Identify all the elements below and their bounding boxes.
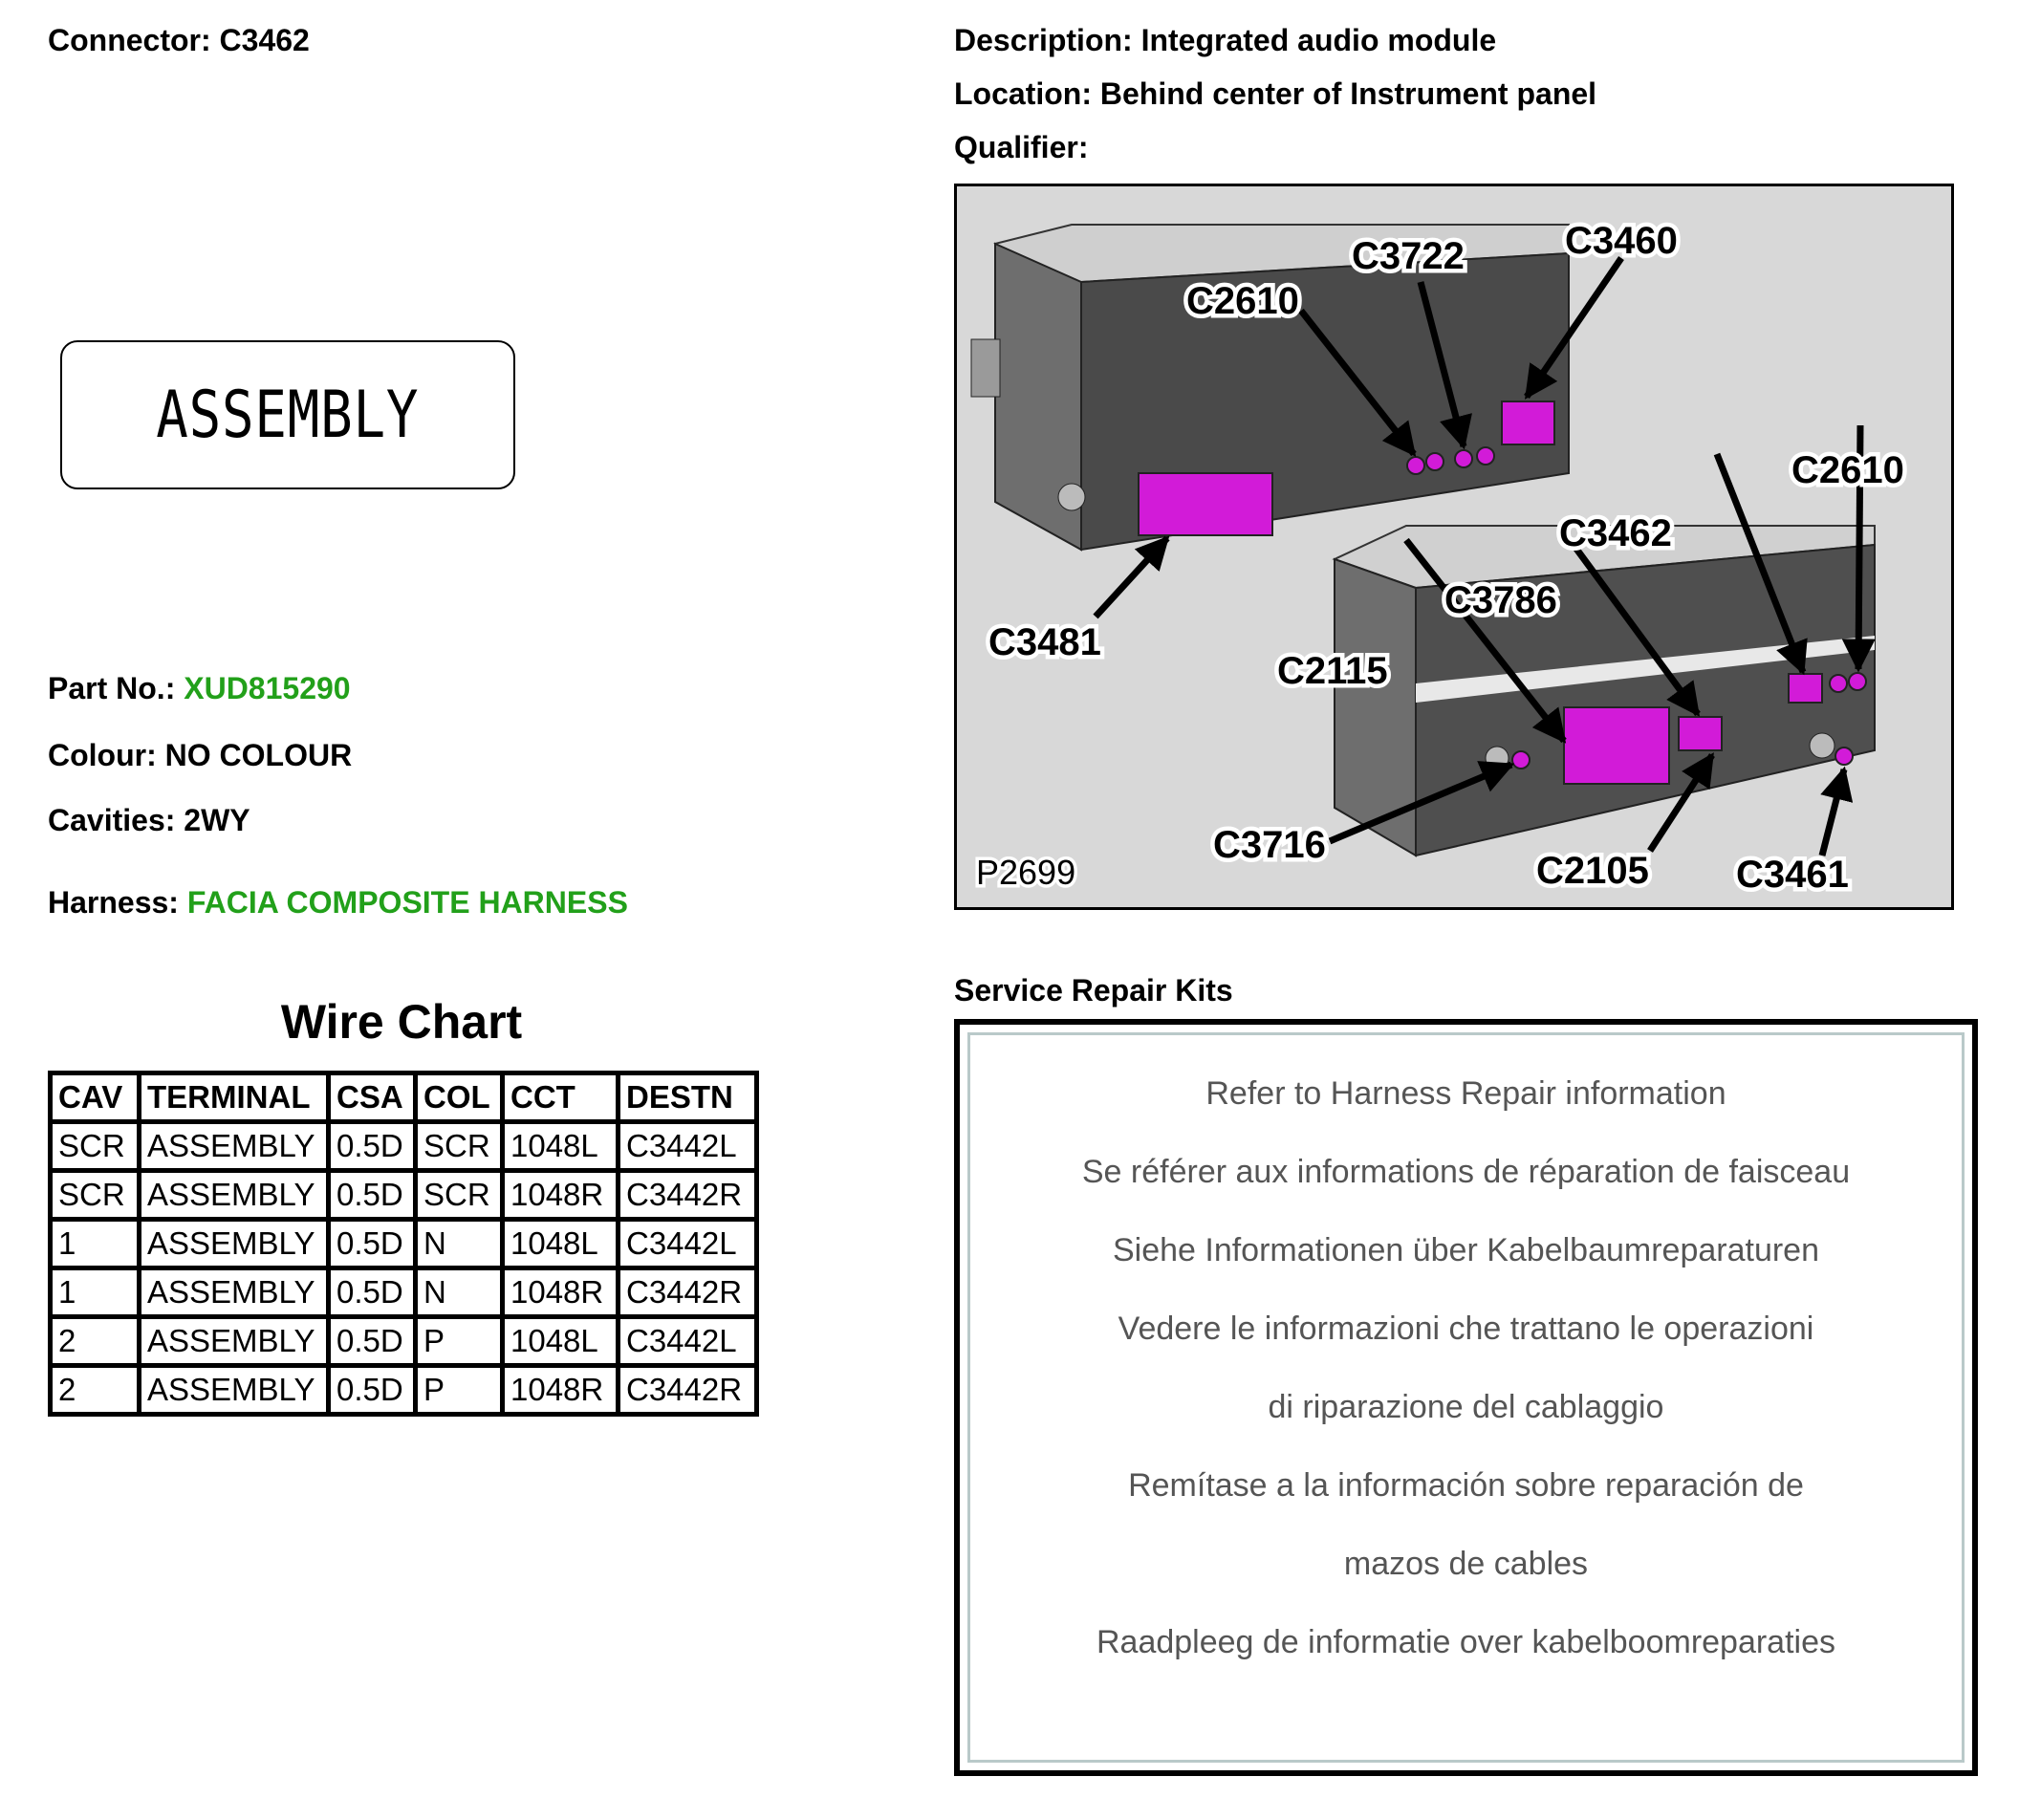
cell-col: SCR [416,1171,503,1220]
cell-terminal: ASSEMBLY [140,1220,329,1268]
cell-terminal: ASSEMBLY [140,1366,329,1415]
location-value: Behind center of Instrument panel [1099,76,1597,111]
col-header-destn: DESTN [619,1073,757,1122]
callout-c3716: C3716 [1213,824,1326,866]
repair-info-line-es-2: mazos de cables [1343,1546,1589,1582]
qualifier-line [954,130,1088,165]
connector-c3716 [1512,751,1530,769]
cell-cct: 1048L [503,1317,619,1366]
figure-id: P2699 [976,853,1076,892]
table-row [51,1220,757,1268]
callout-c2105: C2105 [1536,850,1649,892]
cell-destn: C3442L [619,1220,757,1268]
service-repair-kits-inner [967,1032,1965,1763]
colour-label: Colour: [48,738,157,772]
wire-chart-header-row [51,1073,757,1122]
callout-c2610-right: C2610 [1791,449,1904,491]
part-number-label: Part No.: [48,671,176,705]
description-line [954,23,1496,58]
connector-c3786 [1679,717,1722,750]
assembly-symbol [60,340,515,489]
connector-c3722 [1455,450,1472,467]
col-header-cct: CCT [503,1073,619,1122]
table-row [51,1122,757,1171]
cell-csa: 0.5D [329,1171,416,1220]
location-label: Location: [954,76,1092,111]
cavities-label: Cavities: [48,803,176,837]
location-line [954,76,1596,112]
callout-c3722: C3722 [1352,235,1465,277]
cavities-line [48,803,250,838]
cell-csa: 0.5D [329,1366,416,1415]
assembly-symbol-text: ASSEMBLY [156,377,420,453]
cell-csa: 0.5D [329,1268,416,1317]
connector-c3462 [1789,674,1822,703]
cell-col: P [416,1317,503,1366]
callout-c3786: C3786 [1444,579,1557,621]
cell-csa: 0.5D [329,1122,416,1171]
callout-c3462: C3462 [1559,512,1672,554]
service-repair-kits-box [954,1019,1978,1776]
cell-destn: C3442R [619,1268,757,1317]
connector-c2115 [1564,707,1669,784]
cell-terminal: ASSEMBLY [140,1317,329,1366]
module-illustration [957,186,1951,907]
repair-info-line-es-1: Remítase a la información sobre reparación de [1128,1467,1804,1504]
cell-destn: C3442R [619,1171,757,1220]
cell-cav: 1 [51,1220,140,1268]
cell-col: P [416,1366,503,1415]
cell-cct: 1048R [503,1268,619,1317]
harness-line [48,885,628,921]
repair-info-line-nl: Raadpleeg de informatie over kabelboomreparaties [1096,1624,1836,1660]
part-number-link[interactable]: XUD815290 [184,671,351,705]
connector-c3481 [1139,473,1272,535]
connector-c3460 [1502,401,1554,444]
table-row [51,1171,757,1220]
table-row [51,1268,757,1317]
cell-destn: C3442R [619,1366,757,1415]
callout-c3460: C3460 [1565,220,1678,262]
col-header-col: COL [416,1073,503,1122]
colour-line [48,738,352,773]
callout-c3481: C3481 [988,621,1101,663]
cell-col: N [416,1220,503,1268]
callout-c2115: C2115 [1277,650,1388,692]
cell-terminal: ASSEMBLY [140,1268,329,1317]
cell-col: N [416,1268,503,1317]
cell-cct: 1048L [503,1220,619,1268]
description-label: Description: [954,23,1133,57]
connector-label: Connector: [48,23,211,57]
cell-cav: 2 [51,1317,140,1366]
wire-chart-table [48,1071,759,1417]
cell-csa: 0.5D [329,1220,416,1268]
connector-c2610-lower [1830,675,1847,692]
table-row [51,1366,757,1415]
module-location-figure [954,184,1954,910]
repair-info-line-it-2: di riparazione del cablaggio [1268,1389,1664,1425]
cavities-value: 2WY [184,803,250,837]
harness-label: Harness: [48,885,179,920]
repair-info-line-fr: Se référer aux informations de réparation de faisceau [1081,1154,1851,1190]
repair-info-line-de: Siehe Informationen über Kabelbaumreparaturen [1112,1232,1820,1268]
connector-value: C3462 [219,23,310,57]
cell-cav: SCR [51,1122,140,1171]
col-header-terminal: TERMINAL [140,1073,329,1122]
cell-cav: 2 [51,1366,140,1415]
service-repair-kits-title: Service Repair Kits [954,973,1233,1008]
cell-cav: 1 [51,1268,140,1317]
cell-destn: C3442L [619,1317,757,1366]
col-header-cav: CAV [51,1073,140,1122]
wire-chart-title: Wire Chart [280,995,523,1049]
cell-csa: 0.5D [329,1317,416,1366]
repair-info-line-it-1: Vedere le informazioni che trattano le operazioni [1118,1311,1814,1347]
colour-value: NO COLOUR [164,738,353,772]
part-number-line [48,671,351,706]
cell-cav: SCR [51,1171,140,1220]
repair-info-line-en: Refer to Harness Repair information [1205,1075,1726,1112]
cell-cct: 1048R [503,1171,619,1220]
cell-terminal: ASSEMBLY [140,1122,329,1171]
harness-link[interactable]: FACIA COMPOSITE HARNESS [186,885,628,920]
cell-terminal: ASSEMBLY [140,1171,329,1220]
connector-line [48,23,310,58]
table-row [51,1317,757,1366]
cell-cct: 1048L [503,1122,619,1171]
qualifier-label: Qualifier: [954,130,1089,164]
connector-c3461 [1835,748,1853,765]
callout-c2610: C2610 [1186,280,1299,322]
callout-c3461: C3461 [1736,854,1849,896]
col-header-csa: CSA [329,1073,416,1122]
cell-col: SCR [416,1122,503,1171]
cell-destn: C3442L [619,1122,757,1171]
cell-cct: 1048R [503,1366,619,1415]
connector-c2610-upper [1407,457,1424,474]
description-value: Integrated audio module [1140,23,1497,57]
